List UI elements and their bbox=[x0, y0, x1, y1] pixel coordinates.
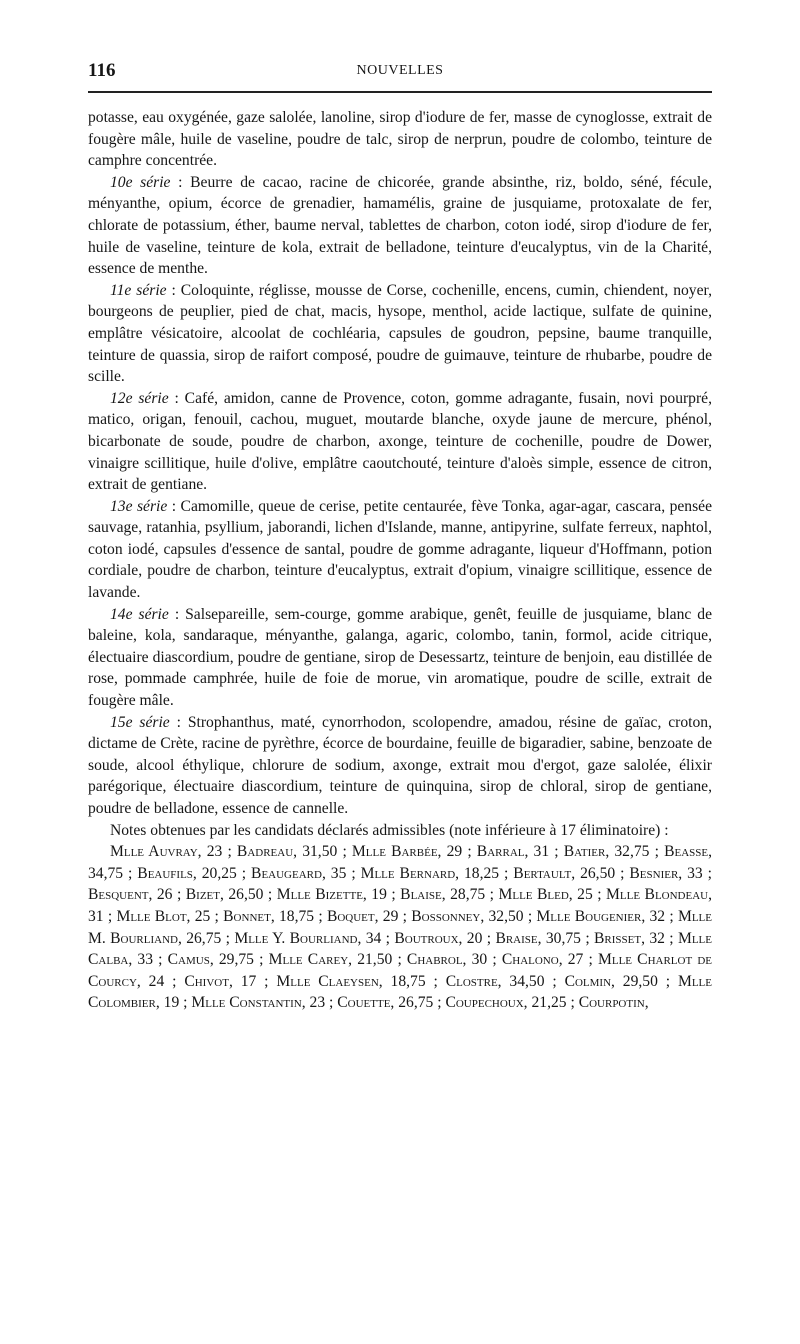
notes-intro: Notes obtenues par les candidats déclarés admissibles (note inférieure à 17 éliminatoire) : bbox=[110, 821, 669, 839]
series-label: 10e série bbox=[110, 173, 171, 191]
series-text: : Café, amidon, canne de Provence, coton, gomme adragante, fusain, novi pourpré, matico, origan, fenouil, cachou, muguet, moutarde blanche, oxyde jaune de mercure, phénol, bicarbonate de soude, poudre de charbon, axonge, teinture de cochenille, poudre de Dower, vinaigre scillitique, huile d'olive, emplâtre caoutchouté, teinture d'aloès simple, essence de citron, extrait de gentiane. bbox=[88, 389, 712, 494]
series-text: : Strophanthus, maté, cynorrhodon, scolopendre, amadou, résine de gaïac, croton, dictame de Crète, racine de pyrèthre, écorce de bourdaine, feuille de bigaradier, sabine, benzoate de soude, alcool éthylique, chlorure de sodium, axonge, extrait mou d'ergot, gaze salolée, élixir parégorique, électuaire diascordium, teinture de quinquina, sirop de chloral, sirop de gentiane, poudre de belladone, essence de cannelle. bbox=[88, 713, 712, 817]
series-label: 15e série bbox=[110, 713, 170, 731]
series-paragraph bbox=[88, 280, 712, 388]
series-text: : Coloquinte, réglisse, mousse de Corse, cochenille, encens, cumin, chiendent, noyer, bourgeons de peuplier, pied de chat, macis, hysope, menthol, acide lactique, sulfate de quinine, emplâtre vésicatoire, alcoolat de cochléaria, capsules de goudron, pepsine, baume tranquille, teinture de quassia, sirop de raifort composé, poudre de guimauve, teinture de rhubarbe, poudre de scille. bbox=[88, 281, 712, 386]
series-paragraph bbox=[88, 496, 712, 604]
series-paragraph bbox=[88, 712, 712, 820]
series-label: 14e série bbox=[110, 605, 169, 623]
header-rule bbox=[88, 91, 712, 93]
candidate-list: Mlle Auvray, 23 ; Badreau, 31,50 ; Mlle Barbée, 29 ; Barral, 31 ; Batier, 32,75 ; Beasse, 34,75 ; Beaufils, 20,25 ; Beaugeard, 35 ; Mlle Bernard, 18,25 ; Bertault, 26,50 ; Besnier, 33 ; Besquent, 26 ; Bizet, 26,50 ; Mlle Bizette, 19 ; Blaise, 28,75 ; Mlle Bled, 25 ; Mlle Blondeau, 31 ; Mlle Blot, 25 ; Bonnet, 18,75 ; Boquet, 29 ; Bossonney, 32,50 ; Mlle Bougenier, 32 ; Mlle M. Bourliand, 26,75 ; Mlle Y. Bourliand, 34 ; Boutroux, 20 ; Braise, 30,75 ; Brisset, 32 ; Mlle Calba, 33 ; Camus, 29,75 ; Mlle Carey, 21,50 ; Chabrol, 30 ; Chalono, 27 ; Mlle Charlot de Courcy, 24 ; Chivot, 17 ; Mlle Claeysen, 18,75 ; Clostre, 34,50 ; Colmin, 29,50 ; Mlle Colombier, 19 ; Mlle Constantin, 23 ; Couette, 26,75 ; Coupechoux, 21,25 ; Courpotin, bbox=[88, 843, 712, 1012]
continuation-paragraph: potasse, eau oxygénée, gaze salolée, lanoline, sirop d'iodure de fer, masse de cynoglosse, extrait de fougère mâle, huile de vaseline, poudre de talc, sirop de nerprun, poudre de colombo, teinture de camphre concentrée. bbox=[88, 109, 712, 170]
series-paragraph bbox=[88, 604, 712, 712]
series-text: : Beurre de cacao, racine de chicorée, grande absinthe, riz, boldo, séné, fécule, ményanthe, opium, écorce de grenadier, hamamélis, graine de jusquiame, protoxalate de fer, chlorate de potassium, éther, baume nerval, tablettes de charbon, coton iodé, sirop d'iodure de fer, huile de vaseline, teinture de kola, extrait de belladone, teinture d'eucalyptus, vin de la Charité, essence de menthe. bbox=[88, 173, 712, 278]
series-label: 12e série bbox=[110, 389, 169, 407]
series-text: : Camomille, queue de cerise, petite centaurée, fève Tonka, agar-agar, cascara, pensée sauvage, ratanhia, psyllium, jaborandi, lichen d'Islande, manne, antipyrine, sulfate ferreux, naphtol, coton iodé, capsules d'essence de santal, poudre de gomme adragante, liqueur d'Hoffmann, potion cordiale, poudre de charbon, teinture d'eucalyptus, extrait d'opium, vinaigre scillitique, essence de lavande. bbox=[88, 497, 713, 602]
page-number: 116 bbox=[88, 60, 116, 81]
series-label: 11e série bbox=[110, 281, 167, 299]
document-page bbox=[88, 58, 712, 1014]
series-label: 13e série bbox=[110, 497, 168, 515]
series-paragraph bbox=[88, 388, 712, 496]
series-paragraph bbox=[88, 172, 712, 280]
body-text bbox=[88, 107, 712, 1014]
page-header bbox=[88, 58, 712, 88]
running-head: NOUVELLES bbox=[356, 63, 444, 78]
series-text: : Salsepareille, sem-courge, gomme arabique, genêt, feuille de jusquiame, blanc de baleine, kola, sandaraque, ményanthe, galanga, agaric, colombo, tanin, formol, acide citrique, électuaire diascordium, poudre de gentiane, sirop de Desessartz, teinture de benjoin, eau distillée de rose, pommade camphrée, huile de foie de morue, vin aromatique, poudre de scille, extrait de fougère mâle. bbox=[88, 605, 712, 710]
